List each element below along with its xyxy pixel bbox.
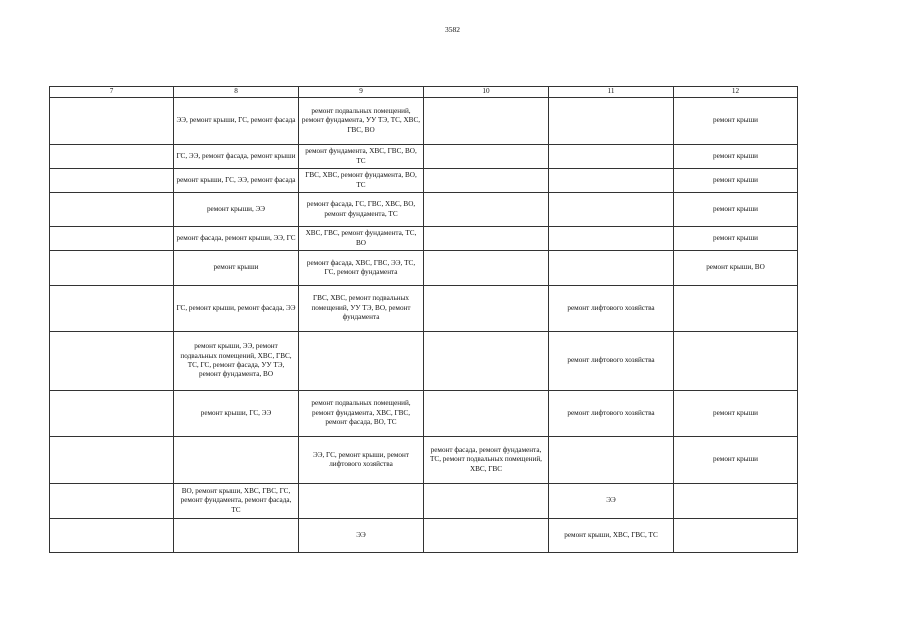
table-cell: ГВС, ХВС, ремонт фундамента, ВО, ТС xyxy=(299,169,424,193)
table-cell xyxy=(424,484,549,519)
column-header: 9 xyxy=(299,87,424,98)
table-row xyxy=(50,227,798,251)
table-cell: ремонт крыши, ЭЭ xyxy=(174,193,299,227)
table-cell xyxy=(174,519,299,553)
table-cell xyxy=(424,145,549,169)
table-cell: ГС, ремонт крыши, ремонт фасада, ЭЭ xyxy=(174,286,299,332)
table-cell xyxy=(50,437,174,484)
table-row xyxy=(50,98,798,145)
table-cell xyxy=(424,98,549,145)
table-cell: ВО, ремонт крыши, ХВС, ГВС, ГС, ремонт фундамента, ремонт фасада, ТС xyxy=(174,484,299,519)
table-cell xyxy=(424,193,549,227)
table-cell xyxy=(50,484,174,519)
table-cell xyxy=(674,286,798,332)
table-row xyxy=(50,437,798,484)
table-row xyxy=(50,145,798,169)
table-cell xyxy=(50,227,174,251)
table-cell xyxy=(50,391,174,437)
table-cell xyxy=(50,169,174,193)
table-cell xyxy=(50,332,174,391)
table-cell xyxy=(674,484,798,519)
table-cell: ЭЭ, ремонт крыши, ГС, ремонт фасада xyxy=(174,98,299,145)
column-header: 11 xyxy=(549,87,674,98)
table-cell xyxy=(424,391,549,437)
table-cell: ремонт крыши xyxy=(674,145,798,169)
column-header: 12 xyxy=(674,87,798,98)
table-cell: ремонт подвальных помещений, ремонт фундамента, УУ ТЭ, ТС, ХВС, ГВС, ВО xyxy=(299,98,424,145)
table-cell xyxy=(50,145,174,169)
table-cell xyxy=(674,519,798,553)
table-cell: ЭЭ xyxy=(549,484,674,519)
table-cell xyxy=(549,251,674,286)
table-cell xyxy=(50,286,174,332)
table-cell: ремонт лифтового хозяйства xyxy=(549,391,674,437)
table-row xyxy=(50,332,798,391)
column-header: 8 xyxy=(174,87,299,98)
works-table xyxy=(49,86,798,553)
table-cell: ГС, ЭЭ, ремонт фасада, ремонт крыши xyxy=(174,145,299,169)
table-cell xyxy=(174,437,299,484)
table-cell xyxy=(549,437,674,484)
table-cell xyxy=(424,227,549,251)
table-cell xyxy=(424,519,549,553)
column-header: 7 xyxy=(50,87,174,98)
table-cell: ремонт подвальных помещений, ремонт фундамента, ХВС, ГВС, ремонт фасада, ВО, ТС xyxy=(299,391,424,437)
table-row xyxy=(50,484,798,519)
table-cell xyxy=(50,193,174,227)
table-cell: ремонт фасада, ремонт крыши, ЭЭ, ГС xyxy=(174,227,299,251)
table-cell xyxy=(50,251,174,286)
table-cell xyxy=(299,332,424,391)
table-cell: ремонт фундамента, ХВС, ГВС, ВО, ТС xyxy=(299,145,424,169)
header-row xyxy=(50,87,798,98)
table-row xyxy=(50,169,798,193)
table-cell: ремонт крыши, ХВС, ГВС, ТС xyxy=(549,519,674,553)
table-row xyxy=(50,193,798,227)
table-cell: ремонт крыши, ЭЭ, ремонт подвальных помещений, ХВС, ГВС, ТС, ГС, ремонт фасада, УУ ТЭ, ремонт фундамента, ВО xyxy=(174,332,299,391)
table-cell: ремонт крыши xyxy=(674,169,798,193)
table-cell xyxy=(549,98,674,145)
table-cell: ГВС, ХВС, ремонт подвальных помещений, УУ ТЭ, ВО, ремонт фундамента xyxy=(299,286,424,332)
table-cell: ремонт крыши, ВО xyxy=(674,251,798,286)
table-cell: ремонт крыши xyxy=(674,391,798,437)
table-cell xyxy=(50,98,174,145)
table-row xyxy=(50,519,798,553)
table-cell xyxy=(674,332,798,391)
page-number: 3582 xyxy=(445,25,460,34)
table-cell: ЭЭ xyxy=(299,519,424,553)
table-row xyxy=(50,286,798,332)
table-cell: ремонт крыши xyxy=(674,227,798,251)
table-cell xyxy=(549,193,674,227)
table-cell xyxy=(424,332,549,391)
table-cell: ремонт лифтового хозяйства xyxy=(549,286,674,332)
table-cell: ремонт крыши, ГС, ЭЭ xyxy=(174,391,299,437)
table-row xyxy=(50,251,798,286)
table-cell xyxy=(549,169,674,193)
table-cell: ХВС, ГВС, ремонт фундамента, ТС, ВО xyxy=(299,227,424,251)
table-cell: ремонт крыши xyxy=(674,98,798,145)
table-cell xyxy=(50,519,174,553)
column-header: 10 xyxy=(424,87,549,98)
table-cell: ремонт крыши xyxy=(674,193,798,227)
table-cell: ремонт фасада, ХВС, ГВС, ЭЭ, ТС, ГС, ремонт фундамента xyxy=(299,251,424,286)
table-cell: ремонт фасада, ремонт фундамента, ТС, ремонт подвальных помещений, ХВС, ГВС xyxy=(424,437,549,484)
table-cell: ЭЭ, ГС, ремонт крыши, ремонт лифтового хозяйства xyxy=(299,437,424,484)
table-cell: ремонт крыши xyxy=(174,251,299,286)
table-cell xyxy=(549,145,674,169)
table-row xyxy=(50,391,798,437)
table-cell xyxy=(424,251,549,286)
table-cell: ремонт лифтового хозяйства xyxy=(549,332,674,391)
table-cell: ремонт фасада, ГС, ГВС, ХВС, ВО, ремонт фундамента, ТС xyxy=(299,193,424,227)
table-cell: ремонт крыши, ГС, ЭЭ, ремонт фасада xyxy=(174,169,299,193)
table-cell xyxy=(299,484,424,519)
table-cell: ремонт крыши xyxy=(674,437,798,484)
table-cell xyxy=(424,169,549,193)
table-cell xyxy=(549,227,674,251)
table-cell xyxy=(424,286,549,332)
